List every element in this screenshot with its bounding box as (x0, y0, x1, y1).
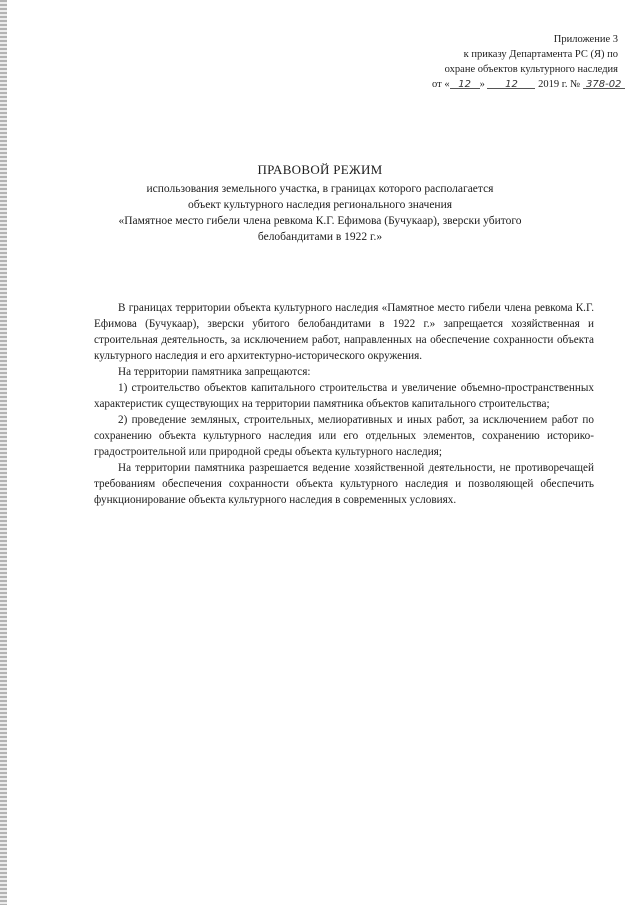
paragraph-prohibited-header: На территории памятника запрещаются: (118, 366, 311, 378)
handwritten-order-number: 378-02 (583, 77, 625, 89)
title-line-5: белобандитами в 1922 г.» (257, 231, 383, 243)
paragraph-permitted-activity: На территории памятника разрешается ведение хозяйственной деятельности, не противоречащей требованиям обеспечения сохранности объекта культурного наследия и позволяющей обеспечить функционирование объекта культурного наследия в современных условиях. (94, 462, 594, 506)
title-line-2: использования земельного участка, в границах которого располагается (146, 183, 494, 195)
date-prefix: от « (432, 79, 450, 90)
handwritten-month: 12 (487, 77, 535, 89)
appendix-title: Приложение 3 (553, 34, 618, 45)
date-mid: » (479, 79, 485, 90)
date-year: 2019 г. № (538, 79, 581, 90)
paragraph-restrictions-intro: В границах территории объекта культурного наследия «Памятное место гибели члена ревкома К.Г. Ефимова (Бучукаар), зверски убитого белобандитами в 1922 г.» запрещается хозяйственная и строительная деятельность, за исключением работ, направленных на обеспечение сохранности объекта культурного наследия и его архитектурно-исторического окружения. (94, 302, 594, 362)
title-line-4: «Памятное место гибели члена ревкома К.Г. Ефимова (Бучукаар), зверски убитого (118, 215, 522, 227)
appendix-date-line (408, 77, 622, 92)
appendix-order-ref: к приказу Департамента РС (Я) по (463, 49, 618, 60)
paragraph-item-1: 1) строительство объектов капитального строительства и увеличение объемно-пространственных характеристик существующих на территории памятника объектов капитального строительства; (94, 382, 594, 410)
title-line-3: объект культурного наследия регионального значения (187, 199, 453, 211)
appendix-department: охране объектов культурного наследия (444, 64, 618, 75)
handwritten-day: 12 (450, 77, 480, 89)
document-title-block (100, 162, 540, 245)
appendix-header (408, 32, 622, 92)
paragraph-item-2: 2) проведение земляных, строительных, мелиоративных и иных работ, за исключением работ по сохранению объекта культурного наследия или его отдельных элементов, сохранению историко-градостроительной или природной среды объекта культурного наследия; (94, 414, 594, 458)
scan-edge-artifact (0, 0, 7, 905)
document-title: ПРАВОВОЙ РЕЖИМ (257, 162, 383, 177)
document-body (94, 300, 594, 508)
